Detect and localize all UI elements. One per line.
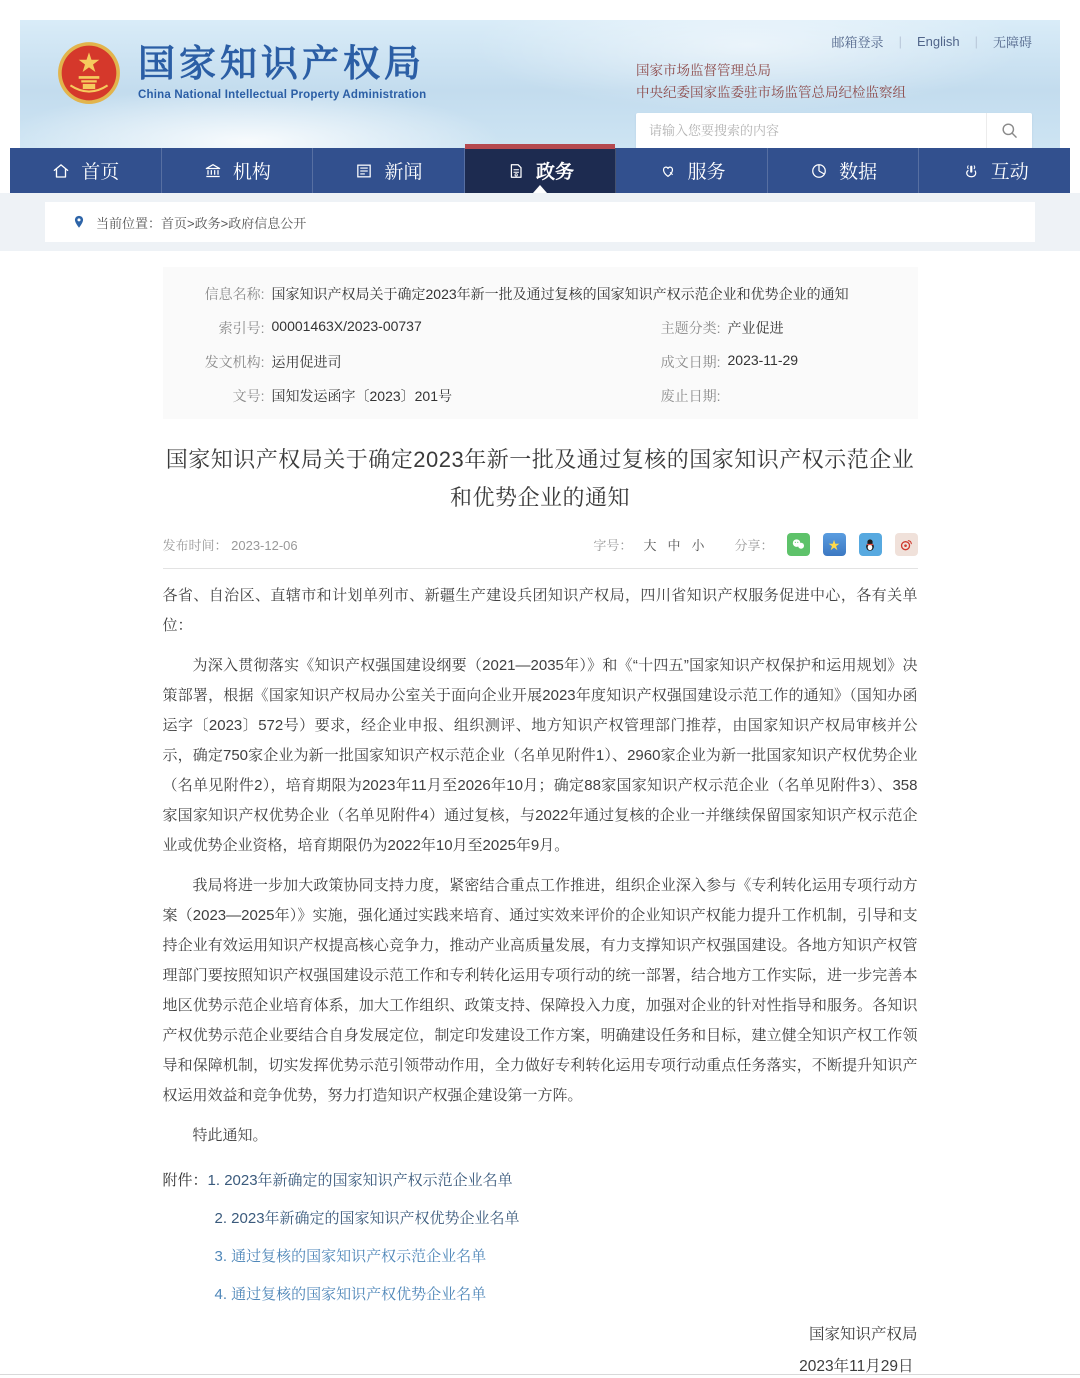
info-value: 国知发运函字〔2023〕201号 <box>271 388 453 404</box>
newspaper-icon <box>354 161 374 181</box>
site-header <box>20 20 1060 148</box>
breadcrumb-path[interactable]: 首页>政务>政府信息公开 <box>161 215 307 231</box>
document-icon <box>506 161 526 181</box>
breadcrumb-band <box>0 193 1080 251</box>
info-row <box>163 345 918 379</box>
search-input[interactable] <box>636 113 986 149</box>
nav-tab-label: 政务 <box>536 162 575 183</box>
nav-tab-organization[interactable] <box>162 148 314 193</box>
fontsize-label: 字号： <box>593 538 633 553</box>
heart-service-icon <box>658 161 678 181</box>
share-label: 分享： <box>734 538 774 553</box>
paragraph-2: 我局将进一步加大政策协同支持力度，紧密结合重点工作推进，组织企业深入参与《专利转化运用专项行动方案（2023—2025年）》实施，强化通过实践来培育、通过实效来评价的企业知识产权能力提升工作机制，引导和支持企业有效运用知识产权提高核心竞争力，推动产业高质量发展，有力支撑知识产权强国建设。各地方知识产权管理部门要按照知识产权强国建设示范工作和专利转化运用专项行动的统一部署，结合地方工作实际，进一步完善本地区优势示范企业培育体系，加大工作组织、政策支持、保障投入力度，加强对企业的针对性指导和服务。各知识产权优势示范企业要结合自身发展定位，制定印发建设工作方案，明确建设任务和目标，建立健全知识产权工作领导和保障机制，切实发挥优势示范引领带动作用，全力做好专利转化运用专项行动重点任务落实，不断提升知识产权运用效益和竞争优势，努力打造知识产权强企建设第一方阵。 <box>162 877 918 1104</box>
page-title <box>163 441 918 517</box>
pie-chart-icon <box>809 161 829 181</box>
info-row <box>163 379 918 413</box>
nav-tab-government-affairs[interactable] <box>465 148 617 193</box>
paragraph-1: 为深入贯彻落实《知识产权强国建设纲要（2021—2035年）》和《“十四五”国家知识产权保护和运用规划》决策部署，根据《国家知识产权局办公室关于面向企业开展2023年度知识产权强国建设示范工作的通知》（国知办函运字〔2023〕572号）要求，经企业申报、组织测评、地方知识产权管理部门推荐，由国家知识产权局审核并公示，确定750家企业为新一批国家知识产权示范企业（名单见附件1）、2960家企业为新一批国家知识产权优势企业（名单见附件2），培育期限为2023年11月至2026年10月；确定88家国家知识产权示范企业（名单见附件3）、358家国家知识产权优势企业（名单见附件4）通过复核，与2022年通过复核的企业一并继续保留国家知识产权示范企业或优势企业资格，培育期限仍为2022年10月至2025年9月。 <box>162 657 918 854</box>
info-value: 2023-11-29 <box>727 352 799 368</box>
accessibility-link[interactable]: 无障碍 <box>992 35 1032 50</box>
qzone-share-icon[interactable]: ★ <box>823 533 846 556</box>
info-label: 成文日期: <box>660 354 721 370</box>
location-pin-icon <box>71 214 87 230</box>
info-value: 产业促进 <box>727 320 784 336</box>
main-content <box>20 267 1060 1378</box>
footer-divider <box>0 1374 1080 1375</box>
bank-icon <box>203 161 223 181</box>
samr-link[interactable]: 国家市场监督管理总局 <box>636 63 771 78</box>
nav-tab-label: 新闻 <box>384 162 423 183</box>
info-row <box>163 311 918 345</box>
signature-date: 2023年11月29日 <box>799 1358 914 1375</box>
site-title: 国家知识产权局 <box>138 43 425 85</box>
qq-share-icon[interactable] <box>859 533 882 556</box>
hand-pointer-icon <box>961 161 981 181</box>
info-label: 废止日期: <box>660 388 721 404</box>
search-icon <box>1000 121 1019 140</box>
site-title-block <box>138 45 426 101</box>
info-label: 文号: <box>232 388 265 404</box>
publish-label: 发布时间： <box>162 538 228 553</box>
attachment-link-2[interactable]: 2. 2023年新确定的国家知识产权优势企业名单 <box>214 1210 520 1227</box>
search-button[interactable] <box>986 113 1032 149</box>
info-label: 发文机构: <box>204 354 265 370</box>
nav-tab-label: 首页 <box>81 162 120 183</box>
fontsize-medium-button[interactable]: 中 <box>667 538 681 553</box>
home-icon <box>51 161 71 181</box>
search-bar <box>636 113 1032 149</box>
info-label: 主题分类: <box>660 320 721 336</box>
nav-tab-label: 机构 <box>232 162 271 183</box>
title-line-2: 和优势企业的通知 <box>449 485 630 510</box>
article-meta-row <box>163 533 918 569</box>
nav-tab-interaction[interactable] <box>919 148 1070 193</box>
nav-tab-label: 数据 <box>839 162 878 183</box>
top-utility-links <box>636 32 1032 51</box>
nav-tab-news[interactable] <box>313 148 465 193</box>
nav-tab-data[interactable] <box>768 148 920 193</box>
article-body <box>163 581 918 1151</box>
attachments-section <box>163 1171 918 1305</box>
divider: | <box>898 34 902 49</box>
english-link[interactable]: English <box>916 34 960 49</box>
title-line-1: 国家知识产权局关于确定2023年新一批及通过复核的国家知识产权示范企业 <box>165 447 915 472</box>
info-label: 索引号: <box>218 320 265 336</box>
weibo-share-icon[interactable] <box>895 533 918 556</box>
attachments-label: 附件： <box>162 1172 208 1189</box>
nav-tab-home[interactable] <box>10 148 162 193</box>
divider: | <box>974 34 978 49</box>
document-info-table <box>163 267 918 419</box>
fontsize-large-button[interactable]: 大 <box>643 538 657 553</box>
closing-line: 特此通知。 <box>192 1127 268 1144</box>
info-value: 00001463X/2023-00737 <box>271 318 422 334</box>
salutation: 各省、自治区、直辖市和计划单列市、新疆生产建设兵团知识产权局，四川省知识产权服务促进中心，各有关单位： <box>162 587 918 634</box>
attachment-link-3[interactable]: 3. 通过复核的国家知识产权示范企业名单 <box>214 1248 487 1265</box>
info-label: 信息名称: <box>204 286 265 302</box>
info-value: 运用促进司 <box>271 354 342 370</box>
mail-login-link[interactable]: 邮箱登录 <box>831 35 884 50</box>
wechat-share-icon[interactable] <box>787 533 810 556</box>
national-emblem-icon <box>56 40 122 106</box>
ccdi-link[interactable]: 中央纪委国家监委驻市场监管总局纪检监察组 <box>636 85 906 101</box>
site-subtitle: China National Intellectual Property Administration <box>138 88 427 101</box>
signature-block <box>163 1319 918 1378</box>
attachment-link-4[interactable]: 4. 通过复核的国家知识产权优势企业名单 <box>214 1286 487 1303</box>
nav-tab-label: 互动 <box>990 162 1029 183</box>
header-right <box>636 32 1032 149</box>
attachment-link-1[interactable]: 1. 2023年新确定的国家知识产权示范企业名单 <box>207 1172 513 1189</box>
publish-time <box>163 535 298 554</box>
main-nav <box>10 148 1070 193</box>
nav-tab-label: 服务 <box>687 162 726 183</box>
site-logo[interactable] <box>56 40 426 106</box>
info-row-name <box>163 277 918 311</box>
breadcrumb <box>45 202 1035 242</box>
breadcrumb-label: 当前位置： <box>96 215 162 231</box>
publish-date: 2023-12-06 <box>231 538 298 553</box>
nav-tab-services[interactable] <box>616 148 768 193</box>
fontsize-small-button[interactable]: 小 <box>691 538 705 553</box>
related-agency-links <box>636 60 1032 105</box>
signature-org: 国家知识产权局 <box>808 1326 918 1343</box>
info-value: 国家知识产权局关于确定2023年新一批及通过复核的国家知识产权示范企业和优势企业的通知 <box>271 286 849 302</box>
